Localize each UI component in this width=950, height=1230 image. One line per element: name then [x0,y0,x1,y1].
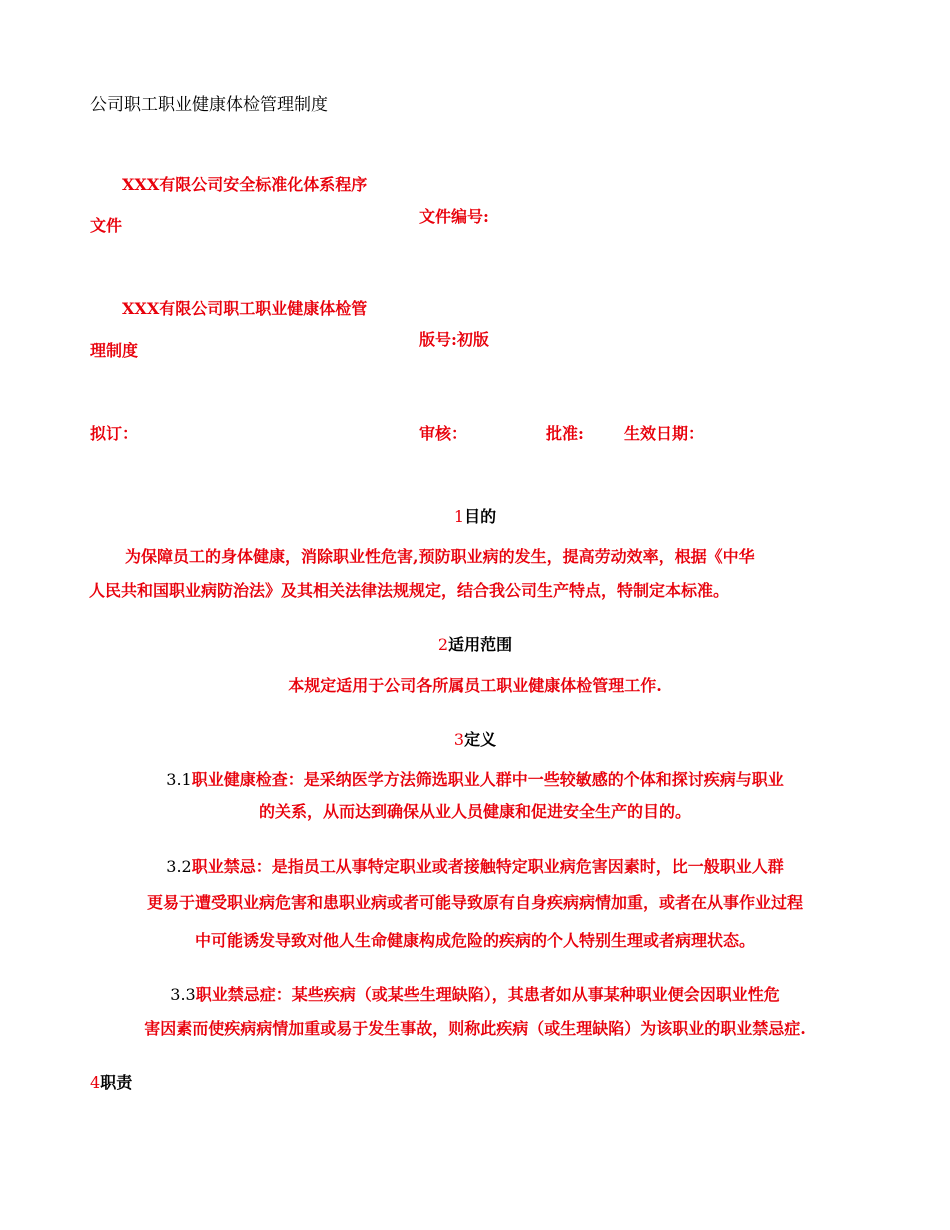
definition-3-3-line2: 害因素而使疾病病情加重或易于发生事故，则称此疾病（或生理缺陷）为该职业的职业禁忌症. [144,1019,806,1038]
section-title: 适用范围 [448,635,513,654]
definition-3-2-line3: 中可能诱发导致对他人生命健康构成危险的疾病的个人特别生理或者病理状态。 [194,931,755,950]
section-3-heading [0,727,950,750]
section-number: 1 [453,507,465,526]
definition-number: 3.1 [166,770,192,789]
definition-text: 职业禁忌：是指员工从事特定职业或者接触特定职业病危害因素时，比一般职业人群 [191,857,784,876]
definition-3-3-line1 [0,982,950,1005]
section-number: 3 [453,730,465,749]
company-program-line2: 文件 [90,216,123,235]
section-1-heading [0,504,950,527]
section-number: 4 [90,1073,101,1092]
doc-number-label: 文件编号: [419,207,489,226]
section-2-body: 本规定适用于公司各所属员工职业健康体检管理工作. [288,676,662,695]
definition-3-2-line2: 更易于遭受职业病危害和患职业病或者可能导致原有自身疾病病情加重，或者在从事作业过程 [146,893,803,912]
definition-text: 职业健康检查：是采纳医学方法筛选职业人群中一些较敏感的个体和探讨疾病与职业 [191,770,784,789]
regulation-name-line1: XXX有限公司职工职业健康体检管 [122,299,368,318]
effective-date-label: 生效日期： [624,424,705,443]
approved-by-label: 批准: [546,424,584,443]
company-program-line1 [122,172,367,195]
company-program-text: XXX有限公司安全标准化体系程序 [122,175,368,194]
definition-3-1-line2: 的关系，从而达到确保从业人员健康和促进安全生产的目的。 [258,802,691,821]
definition-3-2-line1 [0,854,950,877]
document-title: 公司职工职业健康体检管理制度 [90,95,328,115]
version-label: 版号:初版 [419,330,489,349]
section-1-body-line1: 为保障员工的身体健康，消除职业性危害,预防职业病的发生，提高劳动效率，根据《中华 [125,547,755,566]
section-title: 目的 [464,507,497,526]
reviewed-by-label: 审核： [419,424,468,443]
regulation-name-line2: 理制度 [90,341,139,360]
section-title: 定义 [464,730,497,749]
section-1-body-line2: 人民共和国职业病防治法》及其相关法律法规规定，结合我公司生产特点，特制定本标准。 [89,581,730,600]
definition-text: 职业禁忌症：某些疾病（或某些生理缺陷），其患者如从事某种职业便会因职业性危 [195,985,780,1004]
definition-number: 3.2 [166,857,192,876]
section-title: 职责 [100,1073,133,1092]
section-4-heading [90,1070,132,1093]
drafted-by-label: 拟订： [90,424,139,443]
section-2-heading [0,632,950,655]
definition-number: 3.3 [170,985,196,1004]
definition-3-1-line1 [0,767,950,790]
section-number: 2 [437,635,449,654]
